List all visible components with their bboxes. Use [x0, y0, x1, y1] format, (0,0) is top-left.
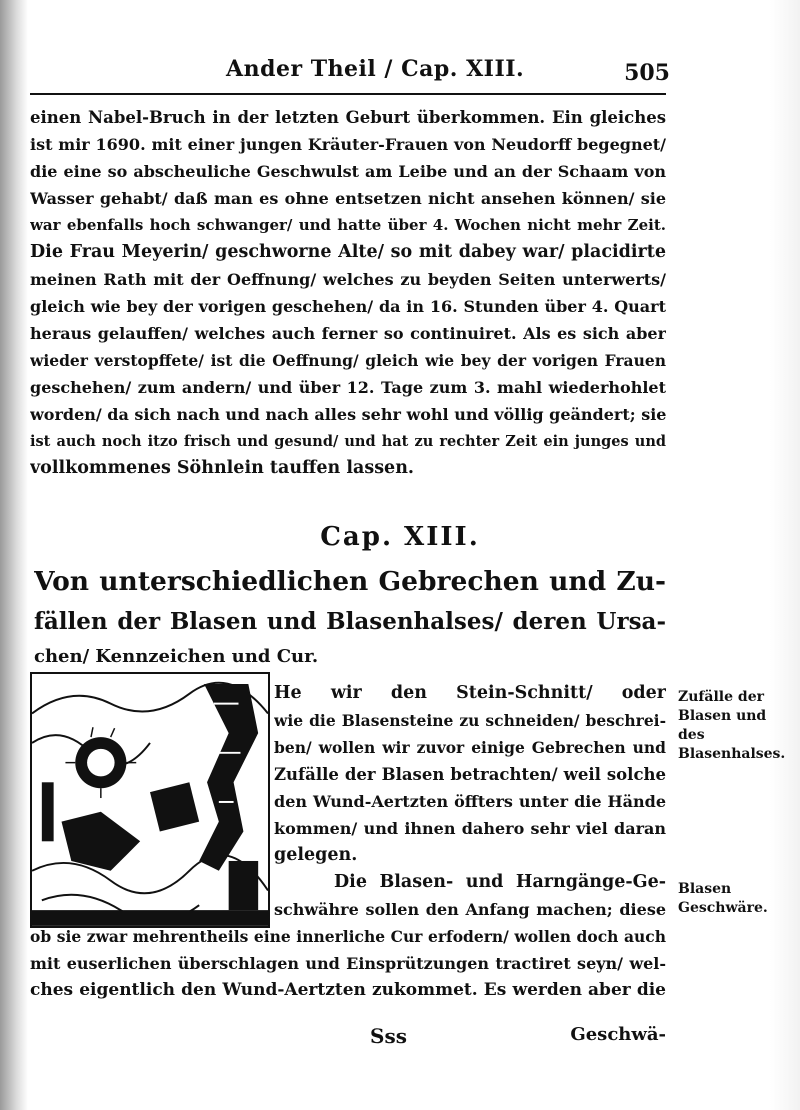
body-line: ob sie zwar mehrentheils eine innerliche Cur erfodern/ wollen doch auch [30, 927, 666, 946]
body-line: Die Frau Meyerin/ geschworne Alte/ so mit dabey war/ placidirte [30, 242, 666, 262]
body-line: vollkommenes Söhnlein tauffen lassen. [30, 458, 415, 478]
catchword: Geschwä- [570, 1024, 666, 1045]
body-line: Wasser gehabt/ daß man es ohne entsetzen nicht ansehen können/ sie [30, 189, 666, 208]
page-gutter-shadow [0, 0, 28, 1110]
body-line: gelegen. [274, 845, 358, 865]
body-line: schwähre sollen den Anfang machen; diese [274, 900, 666, 919]
chapter-title-line: chen/ Kennzeichen und Cur. [34, 646, 319, 667]
chapter-title-line: fällen der Blasen und Blasenhalses/ deren Ursa- [34, 608, 666, 635]
body-line: den Wund-Aertzten öffters unter die Hände [274, 792, 666, 811]
margin-note: Zufälle der Blasen und des Blasenhalses. [678, 689, 786, 762]
chapter-title-line: Von unterschiedlichen Gebrechen und Zu- [34, 566, 666, 597]
body-line: ist mir 1690. mit einer jungen Kräuter-Frauen von Neudorff begegnet/ [30, 135, 666, 154]
body-line: Zufälle der Blasen betrachten/ weil solche [274, 765, 666, 784]
header-rule [30, 93, 666, 95]
chapter-title [34, 562, 666, 672]
body-line: einen Nabel-Bruch in der letzten Geburt überkommen. Ein gleiches [30, 108, 666, 127]
body-line: He wir den Stein-Schnitt/ oder [274, 683, 666, 703]
signature-mark: Sss [370, 1024, 407, 1048]
page-footer [30, 1024, 666, 1054]
body-line: wie die Blasensteine zu schneiden/ beschrei- [274, 711, 666, 730]
body-line: ist auch noch itzo frisch und gesund/ und hat zu rechter Zeit ein junges und [30, 433, 666, 450]
body-line: ben/ wollen wir zuvor einige Gebrechen und [274, 738, 666, 757]
running-title: Ander Theil / Cap. XIII. [226, 56, 525, 82]
body-line: heraus gelauffen/ welches auch ferner so continuiret. Als es sich aber [30, 324, 666, 343]
body-line: ches eigentlich den Wund-Aertzten zukommet. Es werden aber die [30, 980, 666, 1000]
chapter-label: Cap. XIII. [320, 522, 480, 552]
running-header [30, 54, 670, 94]
section-text [30, 680, 666, 1004]
body-line: war ebenfalls hoch schwanger/ und hatte über 4. Wochen nicht mehr Zeit. [30, 216, 666, 234]
body-line: gleich wie bey der vorigen geschehen/ da in 16. Stunden über 4. Quart [30, 297, 666, 316]
body-line: wieder verstopffete/ ist die Oeffnung/ gleich wie bey der vorigen Frauen [30, 351, 666, 370]
margin-note: Blasen Geschwäre. [678, 881, 768, 916]
body-line: die eine so abscheuliche Geschwulst am Leibe und an der Schaam von [30, 162, 666, 181]
body-line: meinen Rath mit der Oeffnung/ welches zu beyden Seiten unterwerts/ [30, 270, 666, 289]
body-line: kommen/ und ihnen dahero sehr viel daran [274, 819, 666, 838]
body-line: worden/ da sich nach und nach alles sehr wohl und völlig geändert; sie [30, 405, 666, 424]
body-line: geschehen/ zum andern/ und über 12. Tage zum 3. mahl wiederhohlet [30, 378, 666, 397]
body-line: mit euserlichen überschlagen und Einsprützungen tractiret seyn/ wel- [30, 954, 666, 973]
page-number: 505 [624, 60, 670, 86]
page-edge [770, 0, 800, 1110]
continued-paragraph [30, 104, 666, 482]
body-line: Die Blasen- und Harngänge-Ge- [334, 872, 666, 892]
